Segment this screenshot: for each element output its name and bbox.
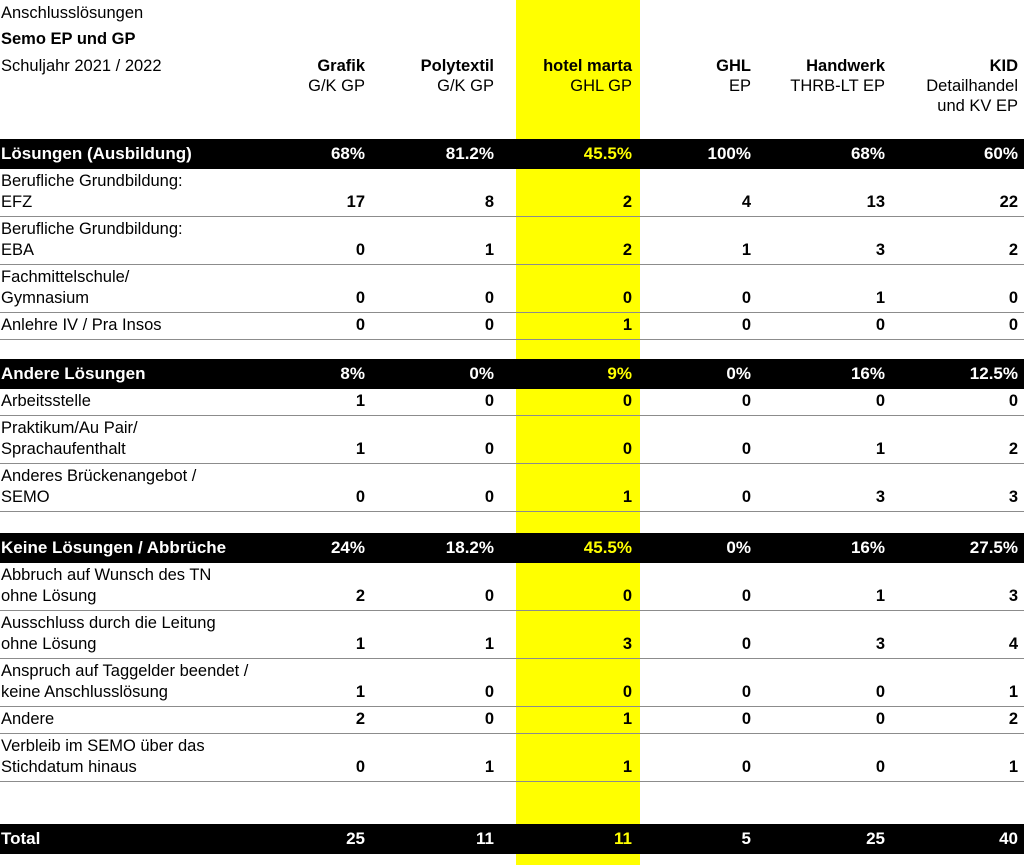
row-label: Andere <box>1 710 55 728</box>
section-value: 25 <box>866 829 885 848</box>
section-value: 68% <box>850 144 885 163</box>
column-subtitle: G/K GP <box>437 77 494 95</box>
row-label: Praktikum/Au Pair/ Sprachaufenthalt <box>1 419 138 458</box>
row-value: 0 <box>875 710 885 728</box>
row-value: 1 <box>355 683 365 701</box>
row-value: 0 <box>741 289 751 307</box>
row-value: 0 <box>484 289 494 307</box>
column-subtitle: THRB-LT EP <box>790 77 885 95</box>
row-value: 8 <box>484 193 494 211</box>
row-value: 1 <box>875 587 885 605</box>
row-value: 1 <box>875 440 885 458</box>
column-header-handwerk <box>790 56 885 96</box>
section-value: 27.5% <box>969 538 1018 557</box>
row-label: Anderes Brückenangebot / SEMO <box>1 467 197 506</box>
row-value: 0 <box>484 683 494 701</box>
row-value: 1 <box>1008 683 1018 701</box>
section-value: 8% <box>340 364 365 383</box>
section-value: 0% <box>726 364 751 383</box>
column-header-polytextil <box>421 56 494 96</box>
school-year: Schuljahr 2021 / 2022 <box>1 57 162 75</box>
section-value: 68% <box>330 144 365 163</box>
section-title: Lösungen (Ausbildung) <box>1 144 192 163</box>
row-value: 1 <box>355 635 365 653</box>
row-value: 0 <box>355 488 365 506</box>
row-value: 0 <box>741 392 751 410</box>
row-value: 2 <box>1008 241 1018 259</box>
row-value: 1 <box>622 710 632 728</box>
section-value: 5 <box>741 829 751 848</box>
row-value: 3 <box>875 488 885 506</box>
table-row <box>0 611 1024 659</box>
row-value: 3 <box>1008 488 1018 506</box>
column-subtitle: Detailhandel und KV EP <box>926 77 1018 115</box>
row-value: 0 <box>484 488 494 506</box>
section-value: 40 <box>999 829 1018 848</box>
column-name: Polytextil <box>420 57 494 75</box>
row-value: 17 <box>346 193 365 211</box>
table-row <box>0 217 1024 265</box>
column-header-ghl <box>716 56 751 96</box>
row-value: 0 <box>741 758 751 776</box>
section-value: 9% <box>607 364 632 383</box>
column-name: hotel marta <box>543 57 632 75</box>
table-row <box>0 389 1024 416</box>
row-value: 0 <box>1008 316 1018 334</box>
row-value: 1 <box>875 289 885 307</box>
column-name: GHL <box>716 57 751 75</box>
row-value: 1 <box>355 392 365 410</box>
section-value: 60% <box>983 144 1018 163</box>
row-value: 0 <box>484 440 494 458</box>
row-value: 1 <box>484 635 494 653</box>
section-title: Total <box>1 829 41 848</box>
table-row <box>0 659 1024 707</box>
table-row <box>0 464 1024 512</box>
row-value: 0 <box>484 587 494 605</box>
row-value: 2 <box>622 193 632 211</box>
row-value: 0 <box>622 289 632 307</box>
row-value: 1 <box>622 758 632 776</box>
row-value: 0 <box>741 635 751 653</box>
column-name: Handwerk <box>806 57 885 75</box>
row-value: 4 <box>1008 635 1018 653</box>
section-value: 11 <box>614 829 632 848</box>
row-value: 0 <box>622 440 632 458</box>
section-bar-andere-l-sungen <box>0 359 1024 389</box>
section-value: 0% <box>726 538 751 557</box>
column-subtitle: G/K GP <box>308 77 365 95</box>
table-row <box>0 416 1024 464</box>
row-label: Fachmittelschule/ Gymnasium <box>1 268 130 307</box>
section-value: 45.5% <box>583 144 632 163</box>
column-name: Grafik <box>317 57 365 75</box>
total-bar <box>0 824 1024 854</box>
row-value: 0 <box>355 289 365 307</box>
row-value: 0 <box>741 587 751 605</box>
row-label: Arbeitsstelle <box>1 392 91 410</box>
row-value: 1 <box>1008 758 1018 776</box>
row-value: 1 <box>622 316 632 334</box>
column-header-hotel-marta <box>543 56 632 96</box>
row-value: 3 <box>875 241 885 259</box>
row-value: 0 <box>875 392 885 410</box>
table-row <box>0 265 1024 313</box>
row-value: 0 <box>741 710 751 728</box>
table-row <box>0 313 1024 340</box>
row-value: 1 <box>484 758 494 776</box>
row-value: 0 <box>741 440 751 458</box>
section-value: 45.5% <box>583 538 632 557</box>
section-value: 11 <box>476 829 494 848</box>
row-label: Anspruch auf Taggelder beendet / keine Anschlusslösung <box>1 662 249 701</box>
row-value: 0 <box>355 241 365 259</box>
row-value: 2 <box>1008 440 1018 458</box>
row-value: 2 <box>622 241 632 259</box>
table-row <box>0 734 1024 782</box>
row-value: 1 <box>484 241 494 259</box>
row-value: 0 <box>484 316 494 334</box>
row-value: 0 <box>1008 392 1018 410</box>
row-value: 3 <box>622 635 632 653</box>
table-row <box>0 563 1024 611</box>
column-header-kid <box>926 56 1018 116</box>
column-subtitle: EP <box>728 77 751 95</box>
row-label: Anlehre IV / Pra Insos <box>1 316 162 334</box>
row-value: 0 <box>875 758 885 776</box>
section-value: 25 <box>346 829 365 848</box>
row-value: 22 <box>999 193 1018 211</box>
row-value: 1 <box>622 488 632 506</box>
row-label: Abbruch auf Wunsch des TN ohne Lösung <box>1 566 212 605</box>
row-value: 4 <box>741 193 751 211</box>
column-name: KID <box>989 57 1018 75</box>
row-value: 1 <box>741 241 751 259</box>
section-bar-keine-l-sungen-abbr-che <box>0 533 1024 563</box>
table-title: Anschlusslösungen <box>1 4 144 22</box>
section-value: 18.2% <box>445 538 494 557</box>
row-value: 13 <box>866 193 885 211</box>
row-value: 0 <box>622 392 632 410</box>
table-subtitle: Semo EP und GP <box>1 30 136 48</box>
section-value: 100% <box>707 144 751 163</box>
row-value: 0 <box>875 683 885 701</box>
row-value: 1 <box>355 440 365 458</box>
table-row <box>0 707 1024 734</box>
section-title: Keine Lösungen / Abbrüche <box>1 538 227 557</box>
row-value: 0 <box>484 710 494 728</box>
row-value: 0 <box>622 587 632 605</box>
row-label: Berufliche Grundbildung: EFZ <box>1 172 183 211</box>
row-value: 0 <box>355 758 365 776</box>
row-label: Verbleib im SEMO über das Stichdatum hinaus <box>1 737 205 776</box>
row-value: 0 <box>875 316 885 334</box>
row-value: 0 <box>622 683 632 701</box>
row-label: Berufliche Grundbildung: EBA <box>1 220 183 259</box>
row-value: 3 <box>875 635 885 653</box>
row-value: 3 <box>1008 587 1018 605</box>
row-value: 2 <box>1008 710 1018 728</box>
column-subtitle: GHL GP <box>570 77 632 95</box>
table-row <box>0 169 1024 217</box>
section-bar-l-sungen-ausbildung <box>0 139 1024 169</box>
section-value: 12.5% <box>969 364 1018 383</box>
column-header-grafik <box>308 56 365 96</box>
row-value: 0 <box>1008 289 1018 307</box>
section-value: 16% <box>850 538 885 557</box>
row-value: 0 <box>741 683 751 701</box>
row-value: 0 <box>484 392 494 410</box>
row-value: 2 <box>355 710 365 728</box>
section-title: Andere Lösungen <box>1 364 146 383</box>
row-value: 2 <box>355 587 365 605</box>
section-value: 16% <box>850 364 885 383</box>
section-value: 0% <box>469 364 494 383</box>
row-value: 0 <box>741 316 751 334</box>
row-value: 0 <box>741 488 751 506</box>
row-value: 0 <box>355 316 365 334</box>
row-label: Ausschluss durch die Leitung ohne Lösung <box>1 614 216 653</box>
section-value: 24% <box>330 538 365 557</box>
section-value: 81.2% <box>445 144 494 163</box>
